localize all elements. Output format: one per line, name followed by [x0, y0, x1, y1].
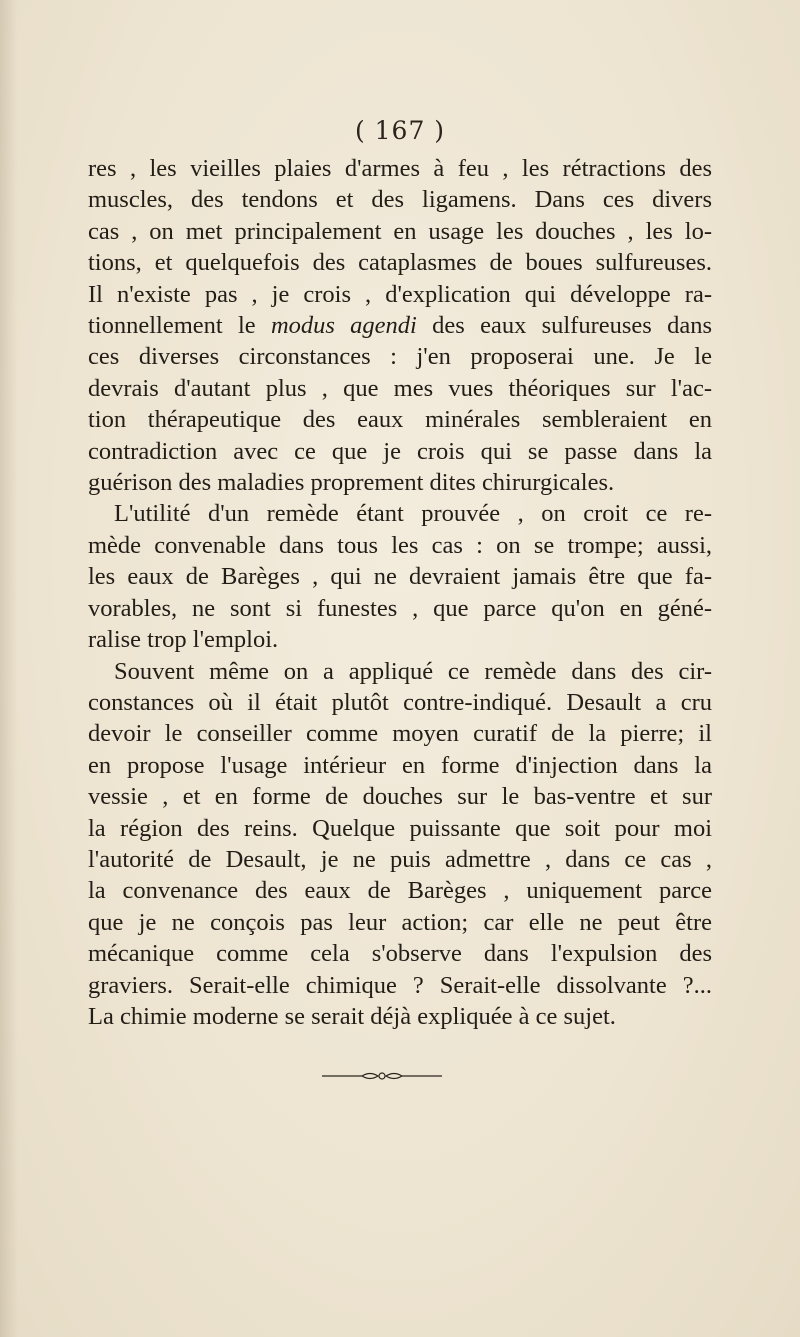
text-line: tions, et quelquefois des cataplasmes de boues sulfureuses.: [88, 249, 712, 277]
text-line: res , les vieilles plaies d'armes à feu , les rétractions des: [88, 155, 712, 182]
text-line: guérison des maladies proprement dites chirurgicales.: [88, 469, 615, 497]
text-line: tion thérapeutique des eaux minérales sembleraient en: [88, 406, 712, 434]
text-line: mède convenable dans tous les cas : on se trompe; aussi,: [88, 531, 712, 559]
text-line: [88, 310, 712, 341]
text-line: Il n'existe pas , je crois , d'explication qui développe ra-: [88, 280, 712, 308]
spine-shadow: [0, 0, 18, 1337]
text-line: les eaux de Barèges , qui ne devraient jamais être que fa-: [88, 563, 712, 591]
text-line: ces diverses circonstances : j'en proposerai une. Je le: [88, 343, 712, 371]
text-line: cas , on met principalement en usage les douches , les lo-: [88, 217, 712, 245]
text-line: que je ne conçois pas leur action; car elle ne peut être: [88, 908, 712, 936]
body-text: [88, 153, 712, 1032]
text-segment: des eaux sulfureuses dans: [416, 312, 712, 340]
text-line: la convenance des eaux de Barèges , uniquement parce: [88, 877, 712, 905]
text-segment: tionnellement le: [88, 312, 271, 340]
text-line: en propose l'usage intérieur en forme d'injection dans la: [88, 751, 712, 779]
text-line: graviers. Serait-elle chimique ? Serait-elle dissolvante ?...: [88, 971, 712, 999]
text-line: devoir le conseiller comme moyen curatif de la pierre; il: [88, 720, 712, 748]
text-line: L'utilité d'un remède étant prouvée , on croit ce re-: [114, 500, 712, 528]
text-line: vessie , et en forme de douches sur le bas-ventre et sur: [88, 783, 712, 811]
text-line: mécanique comme cela s'observe dans l'expulsion des: [88, 940, 712, 968]
text-line: vorables, ne sont si funestes , que parce qu'on en géné-: [88, 594, 712, 622]
text-line: la région des reins. Quelque puissante que soit pour moi: [88, 814, 712, 842]
text-line: La chimie moderne se serait déjà expliquée à ce sujet.: [88, 1002, 616, 1030]
text-line: contradiction avec ce que je crois qui se passe dans la: [88, 437, 712, 465]
text-line: devrais d'autant plus , que mes vues théoriques sur l'ac-: [88, 374, 712, 402]
end-ornament: [322, 1069, 442, 1083]
page-number: ( 167 ): [354, 116, 446, 145]
italic-term: modus agendi: [270, 312, 417, 340]
text-line: constances où il était plutôt contre-indiqué. Desault a cru: [88, 688, 712, 716]
text-line: muscles, des tendons et des ligamens. Dans ces divers: [88, 186, 712, 214]
text-line: l'autorité de Desault, je ne puis admettre , dans ce cas ,: [88, 845, 712, 873]
text-line: Souvent même on a appliqué ce remède dans des cir-: [114, 657, 712, 685]
text-line: ralise trop l'emploi.: [88, 626, 279, 654]
